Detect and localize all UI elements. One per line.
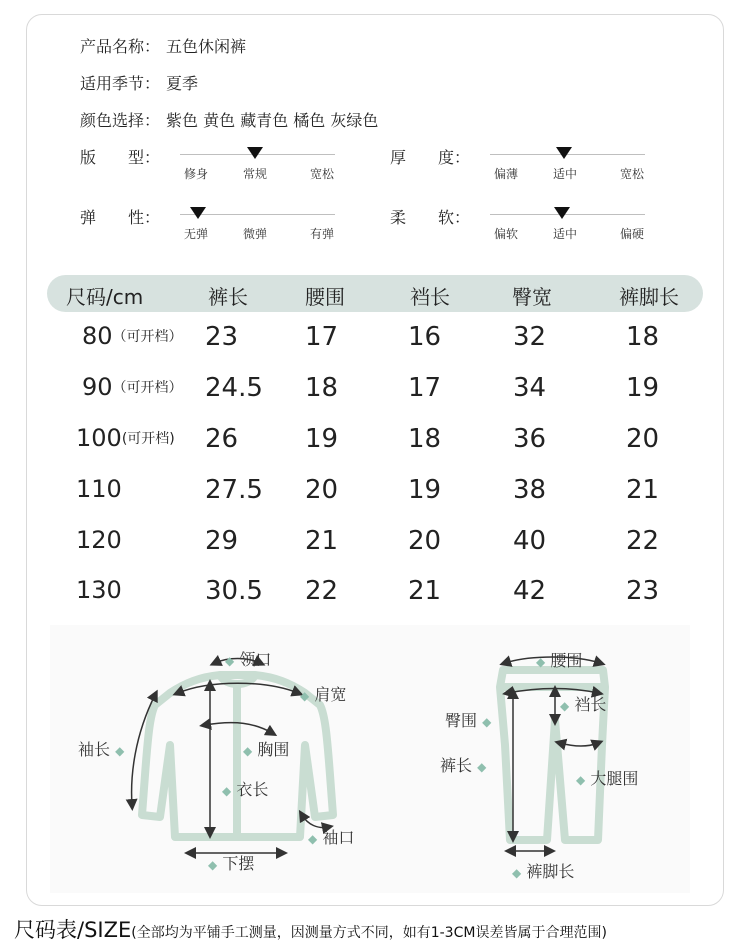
length-label	[222, 777, 268, 800]
thickness-option-medium: 适中	[552, 167, 578, 181]
color-row	[80, 108, 378, 131]
size-chart-footer	[14, 914, 607, 944]
size-value: 120	[76, 526, 122, 554]
diamond-icon: ◆	[225, 654, 235, 668]
waist-cell: 22	[305, 576, 339, 606]
diamond-icon: ◆	[300, 689, 310, 703]
rise-cell: 18	[408, 424, 442, 454]
color-value: 紫色 黄色 藏青色 橘色 灰绿色	[166, 111, 379, 130]
pants-length-cell: 26	[205, 424, 239, 454]
elasticity-marker	[190, 207, 206, 219]
diamond-icon: ◆	[115, 744, 125, 758]
measurement-diagram	[50, 625, 690, 893]
cuff-text: 袖口	[322, 828, 355, 847]
size-value: 130	[76, 576, 122, 604]
season-label: 适用季节：	[80, 74, 161, 93]
header-leg-opening: 裤脚长	[619, 285, 679, 309]
thickness-option-thin: 偏薄	[493, 167, 519, 181]
size-cell	[76, 373, 183, 401]
rise-cell: 16	[408, 322, 442, 352]
waist-cell: 21	[305, 526, 339, 556]
chest-text: 胸围	[257, 740, 290, 759]
hip-width-cell: 42	[513, 576, 547, 606]
table-row	[0, 369, 750, 409]
waist-cell: 20	[305, 475, 339, 505]
rise-cell: 17	[408, 373, 442, 403]
footer-note: (全部均为平铺手工测量，因测量方式不同，如有1-3CM误差皆属于合理范围)	[131, 925, 607, 941]
fit-scale	[80, 145, 340, 185]
leg-opening-cell: 22	[626, 526, 660, 556]
table-row	[0, 318, 750, 358]
size-value: 100	[76, 424, 122, 452]
season-row	[80, 71, 198, 94]
pants-length-cell: 30.5	[205, 576, 263, 606]
size-note: （可开档）	[112, 380, 183, 396]
season-value: 夏季	[166, 74, 199, 93]
header-hip-width: 臀宽	[512, 285, 552, 309]
garment-illustrations	[50, 625, 690, 893]
hip-text: 臀围	[445, 711, 478, 730]
fit-label: 版 型：	[80, 148, 161, 167]
hip-width-cell: 36	[513, 424, 547, 454]
header-waist: 腰围	[305, 285, 345, 309]
softness-option-soft: 偏软	[493, 227, 519, 241]
thickness-label: 厚 度：	[390, 148, 471, 167]
thickness-marker	[556, 147, 572, 159]
fit-marker	[247, 147, 263, 159]
size-cell	[76, 424, 175, 452]
leg-opening-cell: 19	[626, 373, 660, 403]
header-pants-length: 裤长	[208, 285, 248, 309]
diamond-icon: ◆	[482, 715, 492, 729]
rise-cell: 19	[408, 475, 442, 505]
leg-opening-cell: 18	[626, 322, 660, 352]
thigh-label	[576, 766, 638, 789]
hip-width-cell: 40	[513, 526, 547, 556]
leg-opening-cell: 21	[626, 475, 660, 505]
softness-label: 柔 软：	[390, 208, 471, 227]
rise-cell: 21	[408, 576, 442, 606]
size-value: 110	[76, 475, 122, 503]
pants-length-cell: 24.5	[205, 373, 263, 403]
waist-label	[536, 648, 582, 671]
footer-title: 尺码表/SIZE	[14, 918, 132, 942]
chest-label	[243, 737, 289, 760]
hip-width-cell: 32	[513, 322, 547, 352]
product-name-row	[80, 34, 246, 57]
sleeve-label	[78, 737, 124, 760]
softness-marker	[554, 207, 570, 219]
leg-opening-cell: 20	[626, 424, 660, 454]
header-rise: 裆长	[410, 285, 450, 309]
size-value: 90	[82, 373, 113, 401]
leg-opening-cell: 23	[626, 576, 660, 606]
pants-length-label	[440, 753, 486, 776]
fit-option-regular: 常规	[242, 167, 268, 181]
product-name-label: 产品名称：	[80, 37, 161, 56]
elasticity-label: 弹 性：	[80, 208, 161, 227]
sleeve-text: 袖长	[78, 740, 111, 759]
elasticity-option-none: 无弹	[183, 227, 209, 241]
size-note: (可开档)	[121, 431, 175, 447]
size-cell	[76, 322, 183, 350]
table-row	[0, 572, 750, 612]
thigh-text: 大腿围	[590, 769, 639, 788]
size-cell	[76, 576, 122, 604]
hem-text: 下摆	[222, 854, 255, 873]
size-table-header	[47, 275, 703, 312]
diamond-icon: ◆	[560, 699, 570, 713]
cuff-label	[308, 825, 354, 848]
waist-cell: 19	[305, 424, 339, 454]
softness-option-hard: 偏硬	[619, 227, 645, 241]
rise-label	[560, 692, 606, 715]
diamond-icon: ◆	[512, 866, 522, 880]
diamond-icon: ◆	[208, 858, 218, 872]
pants-length-cell: 29	[205, 526, 239, 556]
size-cell	[76, 526, 122, 554]
color-label: 颜色选择：	[80, 111, 161, 130]
thickness-scale	[390, 145, 650, 185]
diamond-icon: ◆	[243, 744, 253, 758]
rise-text: 裆长	[574, 695, 607, 714]
pants-length-text: 裤长	[440, 756, 473, 775]
thickness-option-loose: 宽松	[619, 167, 645, 181]
elasticity-scale	[80, 205, 340, 245]
header-size: 尺码/cm	[66, 285, 144, 309]
leg-opening-text: 裤脚长	[526, 862, 575, 881]
product-name-value: 五色休闲裤	[166, 37, 247, 56]
diamond-icon: ◆	[308, 832, 318, 846]
softness-option-medium: 适中	[552, 227, 578, 241]
waist-cell: 18	[305, 373, 339, 403]
waist-text: 腰围	[550, 651, 583, 670]
fit-option-loose: 宽松	[309, 167, 335, 181]
diamond-icon: ◆	[222, 784, 232, 798]
length-text: 衣长	[236, 780, 269, 799]
hip-width-cell: 34	[513, 373, 547, 403]
size-cell	[76, 475, 122, 503]
diamond-icon: ◆	[477, 760, 487, 774]
diamond-icon: ◆	[576, 773, 586, 787]
hip-width-cell: 38	[513, 475, 547, 505]
shoulder-text: 肩宽	[314, 685, 347, 704]
shoulder-label	[300, 682, 346, 705]
table-row	[0, 471, 750, 511]
hip-label	[445, 708, 491, 731]
elasticity-option-stretch: 有弹	[309, 227, 335, 241]
size-note: （可开档）	[112, 329, 183, 345]
collar-text: 领口	[239, 650, 272, 669]
pants-length-cell: 23	[205, 322, 239, 352]
collar-label	[225, 647, 271, 670]
hem-label	[208, 851, 254, 874]
waist-cell: 17	[305, 322, 339, 352]
leg-opening-label	[512, 859, 574, 882]
diamond-icon: ◆	[536, 655, 546, 669]
pants-length-cell: 27.5	[205, 475, 263, 505]
table-row	[0, 420, 750, 460]
fit-option-slim: 修身	[183, 167, 209, 181]
softness-scale	[390, 205, 650, 245]
rise-cell: 20	[408, 526, 442, 556]
table-row	[0, 522, 750, 562]
size-value: 80	[82, 322, 113, 350]
elasticity-option-slight: 微弹	[242, 227, 268, 241]
